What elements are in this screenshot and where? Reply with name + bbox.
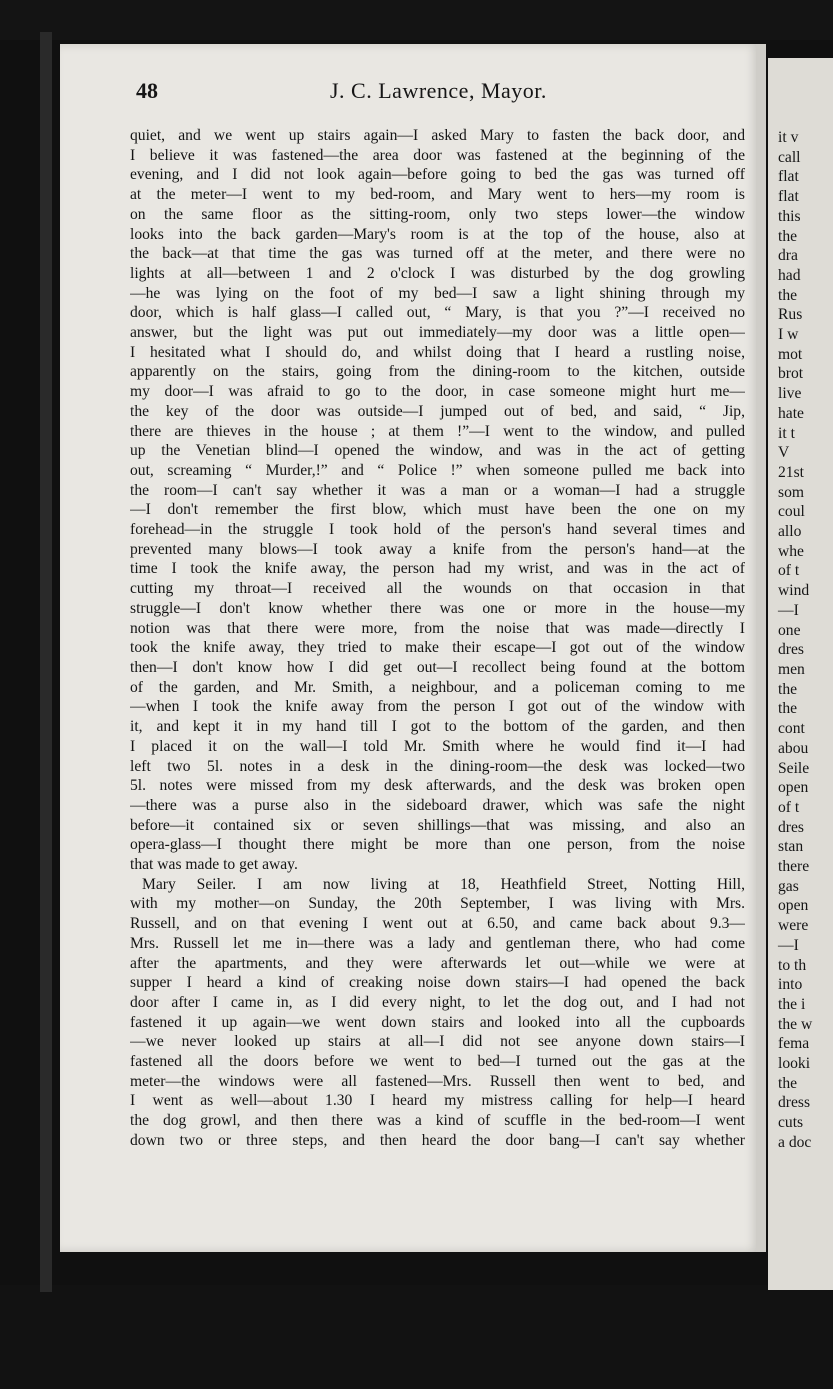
facing-text-fragment: the — [778, 286, 798, 304]
facing-text-fragment: dress — [778, 1094, 811, 1112]
text-line: time I took the knife away, the person had my wrist, and was in the act of — [130, 560, 745, 578]
facing-text-fragment: there — [778, 858, 810, 876]
facing-text-fragment: open — [778, 779, 809, 797]
text-line: I believe it was fastened—the area door was fastened at the beginning of the — [130, 146, 745, 164]
facing-text-fragment: whe — [778, 542, 804, 560]
facing-text-fragment: —I — [778, 601, 799, 619]
text-line: apparently on the stairs, going from the dining-room to the kitchen, outside — [130, 363, 745, 381]
text-line: before—it contained six or seven shillings—that was missing, and also an — [130, 816, 745, 834]
facing-text-fragment: call — [778, 148, 801, 166]
text-line: —he was lying on the foot of my bed—I saw a light shining through my — [130, 284, 745, 302]
facing-text-fragment: cont — [778, 720, 805, 738]
text-line: out, screaming “ Murder,!” and “ Police !” when someone pulled me back into — [130, 461, 745, 479]
text-line: evening, and I did not look again—before going to bed the gas was turned off — [130, 166, 745, 184]
text-line: —when I took the knife away from the person I got out of the window with — [130, 698, 745, 716]
facing-text-fragment: one — [778, 621, 801, 639]
text-line: down two or three steps, and then heard the door bang—I can't say whether — [130, 1131, 745, 1149]
facing-text-fragment: were — [778, 917, 809, 935]
text-line: notion was that there were more, from the noise that was made—directly I — [130, 619, 745, 637]
binding-gutter — [40, 32, 52, 1292]
facing-text-fragment: this — [778, 207, 801, 225]
facing-text-fragment: coul — [778, 503, 805, 521]
running-head-text: J. C. Lawrence, Mayor. — [330, 78, 547, 103]
text-line: Mary Seiler. I am now living at 18, Heathfield Street, Notting Hill, — [142, 875, 745, 893]
facing-text-fragment: som — [778, 483, 804, 501]
facing-text-fragment: dres — [778, 641, 804, 659]
text-line: struggle—I don't know whether there was one or more in the house—my — [130, 599, 745, 617]
scan-top-border — [0, 0, 833, 40]
book-page — [60, 44, 760, 1252]
text-line: door after I came in, as I did every night, to let the dog out, and I had not — [130, 993, 745, 1011]
text-line: the key of the door was outside—I jumped out of bed, and said, “ Jip, — [130, 402, 745, 420]
page-edge — [756, 44, 766, 1252]
facing-text-fragment: open — [778, 897, 809, 915]
facing-text-fragment: the — [778, 227, 798, 245]
facing-text-fragment: a doc — [778, 1133, 812, 1151]
text-line: up the Venetian blind—I opened the window, and was in the act of getting — [130, 442, 745, 460]
facing-text-fragment: I w — [778, 326, 799, 344]
text-line: the room—I can't say whether it was a man or a woman—I had a struggle — [130, 481, 745, 499]
text-line: answer, but the light was put out immediately—my door was a little open— — [130, 324, 745, 342]
text-line: —we never looked up stairs at all—I did not see anyone down stairs—I — [130, 1033, 745, 1051]
text-line: with my mother—on Sunday, the 20th September, I was living with Mrs. — [130, 895, 745, 913]
facing-text-fragment: of t — [778, 798, 800, 816]
text-line: I went as well—about 1.30 I heard my mistress calling for help—I heard — [130, 1092, 745, 1110]
text-line: the dog growl, and then there was a kind of scuffle in the bed-room—I went — [130, 1112, 745, 1130]
facing-text-fragment: stan — [778, 838, 804, 856]
main-text-column — [130, 126, 745, 1151]
facing-text-fragment: 21st — [778, 463, 804, 481]
text-line: forehead—in the struggle I took hold of the person's hand several times and — [130, 521, 745, 539]
text-line: 5l. notes were missed from my desk afterwards, and the desk was broken open — [130, 777, 745, 795]
text-line: Mrs. Russell let me in—there was a lady and gentleman there, who had come — [130, 934, 745, 952]
facing-page-text — [778, 128, 833, 1153]
facing-text-fragment: to th — [778, 956, 807, 974]
text-line: then—I don't know how I did get out—I recollect being found at the bottom — [130, 658, 745, 676]
facing-text-fragment: gas — [778, 877, 799, 895]
text-line: supper I heard a kind of creaking noise down stairs—I had opened the back — [130, 974, 745, 992]
facing-text-fragment: flat — [778, 168, 799, 186]
text-line: meter—the windows were all fastened—Mrs. Russell then went to bed, and — [130, 1072, 745, 1090]
text-line: fastened all the doors before we went to bed—I turned out the gas at the — [130, 1053, 745, 1071]
facing-text-fragment: wind — [778, 582, 810, 600]
running-head — [330, 78, 547, 104]
text-line: opera-glass—I thought there might be more than one person, from the noise — [130, 836, 745, 854]
facing-text-fragment: the i — [778, 995, 806, 1013]
text-line: at the meter—I went to my bed-room, and Mary went to hers—my room is — [130, 186, 745, 204]
facing-text-fragment: Rus — [778, 306, 803, 324]
facing-text-fragment: live — [778, 385, 802, 403]
facing-text-fragment: dra — [778, 247, 798, 265]
facing-text-fragment: Seile — [778, 759, 810, 777]
facing-text-fragment: dres — [778, 818, 804, 836]
facing-text-fragment: V — [778, 444, 790, 462]
facing-text-fragment: into — [778, 976, 803, 994]
text-line: of the garden, and Mr. Smith, a neighbour, and a policeman coming to me — [130, 678, 745, 696]
facing-text-fragment: of t — [778, 562, 800, 580]
text-line: that was made to get away. — [130, 856, 298, 874]
facing-text-fragment: the — [778, 1074, 798, 1092]
facing-text-fragment: abou — [778, 739, 809, 757]
text-line: I placed it on the wall—I told Mr. Smith where he would find it—I had — [130, 737, 745, 755]
text-line: the back—at that time the gas was turned off at the meter, and there were no — [130, 245, 745, 263]
scan-bottom-border — [0, 1285, 833, 1389]
text-line: after the apartments, and they were afterwards let out—while we were at — [130, 954, 745, 972]
facing-text-fragment: brot — [778, 365, 804, 383]
facing-text-fragment: the — [778, 700, 798, 718]
text-line: on the same floor as the sitting-room, only two steps lower—the window — [130, 205, 745, 223]
facing-text-fragment: fema — [778, 1035, 810, 1053]
facing-text-fragment: men — [778, 660, 805, 678]
text-line: there are thieves in the house ; at them !”—I went to the window, and pulled — [130, 422, 745, 440]
facing-text-fragment: allo — [778, 523, 802, 541]
facing-text-fragment: flat — [778, 188, 799, 206]
text-line: prevented many blows—I took away a knife from the person's hand—at the — [130, 540, 745, 558]
facing-text-fragment: hate — [778, 404, 804, 422]
facing-text-fragment: had — [778, 266, 801, 284]
facing-text-fragment: looki — [778, 1055, 811, 1073]
text-line: quiet, and we went up stairs again—I asked Mary to fasten the back door, and — [130, 127, 745, 144]
text-line: took the knife away, they tried to make their escape—I got out of the window — [130, 639, 745, 657]
facing-text-fragment: cuts — [778, 1114, 804, 1132]
text-line: —I don't remember the first blow, which must have been the one on my — [130, 501, 745, 519]
text-line: looks into the back garden—Mary's room is at the top of the house, also at — [130, 225, 745, 243]
text-line: left two 5l. notes in a desk in the dining-room—the desk was locked—two — [130, 757, 745, 775]
facing-text-fragment: mot — [778, 345, 803, 363]
text-line: I hesitated what I should do, and whilst doing that I heard a rustling noise, — [130, 343, 745, 361]
text-line: it, and kept it in my hand till I got to the bottom of the garden, and then — [130, 718, 745, 736]
facing-page — [768, 58, 833, 1290]
facing-text-fragment: —I — [778, 936, 799, 954]
page-number: 48 — [136, 78, 158, 103]
text-line: my door—I was afraid to go to the door, in case someone might hurt me— — [130, 383, 745, 401]
facing-text-fragment: the w — [778, 1015, 813, 1033]
facing-text-fragment: the — [778, 680, 798, 698]
text-line: Russell, and on that evening I went out at 6.50, and came back about 9.3— — [130, 915, 745, 933]
facing-text-fragment: it v — [778, 129, 799, 146]
text-line: lights at all—between 1 and 2 o'clock I was disturbed by the dog growling — [130, 264, 745, 282]
text-line: cutting my throat—I received all the wounds on that occasion in that — [130, 580, 745, 598]
facing-text-fragment: it t — [778, 424, 795, 442]
text-line: door, which is half glass—I called out, “ Mary, is that you ?”—I received no — [130, 304, 745, 322]
text-line: —there was a purse also in the sideboard drawer, which was safe the night — [130, 796, 745, 814]
text-line: fastened it up again—we went down stairs and looked into all the cupboards — [130, 1013, 745, 1031]
page-header — [136, 78, 756, 112]
